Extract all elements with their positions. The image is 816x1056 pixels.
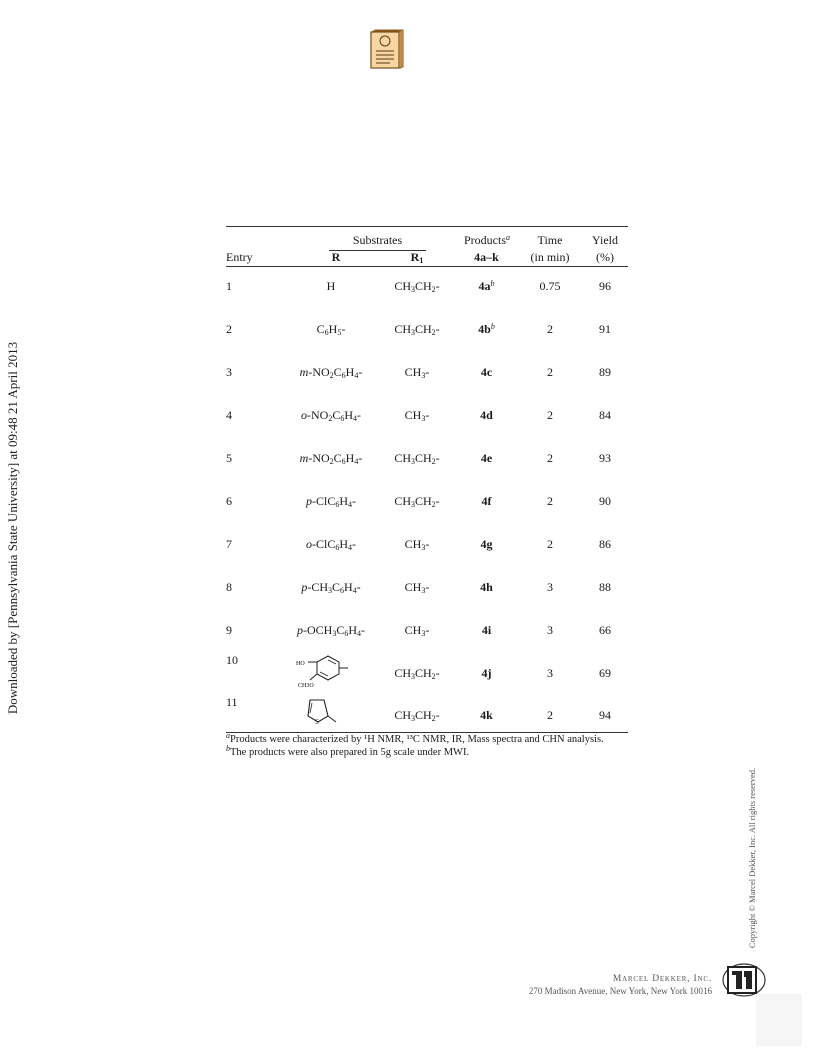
yield-cell: 91 (599, 322, 611, 336)
yield-header: Yield (592, 233, 618, 247)
product-cell: 4d (480, 408, 493, 422)
yield-cell: 86 (599, 537, 611, 551)
product-cell: 4g (480, 537, 493, 551)
r1-cell: $CH_3CH_2-$ (394, 494, 440, 509)
product-cell: 4c (480, 365, 493, 379)
time-cell: 3 (547, 623, 553, 637)
product-cell: $4a^b$ (478, 279, 495, 293)
yield-cell: 89 (599, 365, 611, 379)
time-cell: 2 (547, 451, 553, 465)
r1-cell: $CH_3-$ (404, 365, 430, 380)
time-cell: 2 (547, 537, 553, 551)
time-cell: 2 (547, 408, 553, 422)
entry-cell: 4 (226, 408, 232, 422)
entry-cell: 7 (226, 537, 232, 551)
r1-cell: $CH_3-$ (404, 580, 430, 595)
header-rule (226, 266, 628, 267)
r1-header: $R_1$ (410, 250, 424, 265)
yield-cell: 69 (599, 666, 611, 680)
yield-unit-header: (%) (596, 250, 614, 264)
r-cell: $o-ClC_6H_4-$ (305, 537, 356, 552)
time-cell: 3 (547, 666, 553, 680)
yield-cell: 96 (599, 279, 611, 293)
products-range-header: 4a–k (474, 250, 499, 264)
time-cell: 2 (547, 708, 553, 722)
yield-cell: 93 (599, 451, 611, 465)
time-cell: 2 (547, 322, 553, 336)
r1-cell: $CH_3-$ (404, 537, 430, 552)
product-cell: 4i (481, 623, 492, 637)
time-header: Time (537, 233, 563, 247)
yield-cell: 94 (599, 708, 611, 722)
yield-cell: 90 (599, 494, 611, 508)
time-cell: 2 (547, 365, 553, 379)
r1-cell: $CH_3-$ (404, 408, 430, 423)
table-top-rule (226, 226, 628, 227)
ho-label: HO (296, 661, 305, 667)
substrates-header: Substrates (352, 233, 403, 247)
entry-cell: 3 (226, 365, 232, 379)
table-footnotes (226, 733, 646, 759)
product-cell: 4k (480, 708, 493, 722)
sulfur-label: S (315, 718, 319, 726)
entry-cell: 6 (226, 494, 232, 508)
entry-cell: 1 (226, 279, 232, 293)
entry-cell: 2 (226, 322, 232, 336)
publisher-address: 270 Madison Avenue, New York, New York 10016 (528, 986, 712, 996)
r1-cell: $CH_3CH_2-$ (394, 708, 440, 723)
r-header: R (331, 250, 341, 264)
yield-cell: 88 (599, 580, 611, 594)
footnote-b: $^b$The products were also prepared in 5g scale under MWI. (226, 744, 470, 758)
footnote-a: $^a$Products were characterized by ¹H NMR, ¹³C NMR, IR, Mass spectra and CHN analysis. (226, 731, 604, 745)
thiophene-structure (304, 696, 344, 726)
product-cell: $4b^b$ (478, 322, 495, 336)
product-cell: 4j (481, 666, 492, 680)
r-cell: $C_6H_5-$ (316, 322, 346, 337)
entry-cell: 8 (226, 580, 232, 594)
yield-cell: 84 (599, 408, 611, 422)
time-cell: 3 (547, 580, 553, 594)
r-cell: $o-NO_2C_6H_4-$ (300, 408, 362, 423)
ch3o-label: CH3O (298, 683, 314, 689)
entry-cell: 5 (226, 451, 232, 465)
r1-cell: $CH_3CH_2-$ (394, 279, 440, 294)
r1-cell: $CH_3CH_2-$ (394, 322, 440, 337)
r-cell: $p-CH_3C_6H_4-$ (301, 580, 361, 595)
r1-cell: $CH_3-$ (404, 623, 430, 638)
products-header: Products$^a$ (464, 233, 510, 247)
time-cell: 2 (547, 494, 553, 508)
methoxyphenol-structure (292, 650, 372, 690)
product-cell: 4e (480, 451, 493, 465)
r-cell: $m-NO_2C_6H_4-$ (299, 365, 363, 380)
r-cell: $p-ClC_6H_4-$ (305, 494, 356, 509)
r-cell: $m-NO_2C_6H_4-$ (299, 451, 363, 466)
product-cell: 4h (480, 580, 493, 594)
entry-cell: 10 (226, 653, 238, 667)
entry-cell: 11 (226, 695, 238, 709)
document-icon (370, 29, 404, 69)
publisher-name: Marcel Dekker, Inc. (612, 974, 712, 984)
publisher-logo-icon (722, 963, 766, 997)
r1-cell: $CH_3CH_2-$ (394, 666, 440, 681)
product-cell: 4f (481, 494, 492, 508)
copyright-note: Copyright © Marcel Dekker, Inc. All rights reserved. (747, 767, 757, 949)
yield-cell: 66 (599, 623, 611, 637)
corner-placeholder (756, 994, 802, 1046)
entry-header: Entry (226, 250, 253, 264)
entry-cell: 9 (226, 623, 232, 637)
download-note: Downloaded by [Pennsylvania State University] at 09:48 21 April 2013 (5, 341, 20, 715)
time-cell: 0.75 (539, 279, 561, 293)
r-cell: H (326, 279, 336, 293)
r1-cell: $CH_3CH_2-$ (394, 451, 440, 466)
r-cell: $p-OCH_3C_6H_4-$ (296, 623, 366, 638)
time-unit-header: (in min) (530, 250, 570, 264)
